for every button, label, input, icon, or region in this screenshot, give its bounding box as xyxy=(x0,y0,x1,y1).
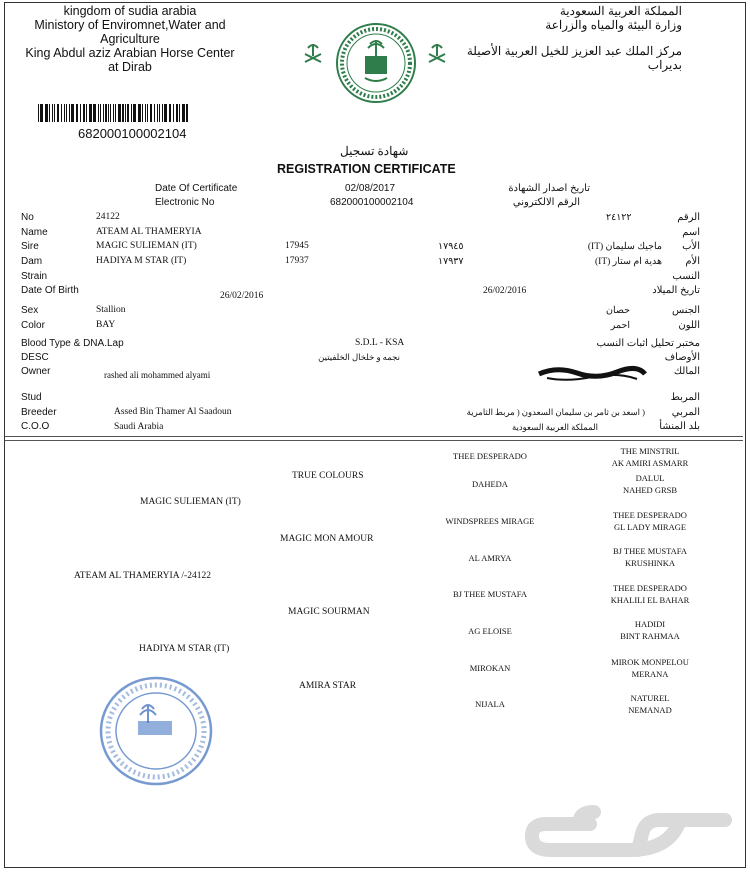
pedigree-gen4 xyxy=(585,656,715,680)
breeder-value: Assed Bin Thamer Al Saadoun xyxy=(114,407,232,417)
barcode-bar xyxy=(61,104,62,122)
pedigree-gen4-line: AK AMIRI ASMARR xyxy=(611,458,689,468)
section-divider xyxy=(5,440,743,441)
barcode-bar xyxy=(186,104,188,122)
pedigree-gen4-line: BJ THEE MUSTAFA xyxy=(612,546,688,556)
barcode-bar xyxy=(105,104,107,122)
pedigree-gen4 xyxy=(585,545,715,569)
barcode-bar xyxy=(122,104,124,122)
barcode-bar xyxy=(110,104,111,122)
owner-label-ar: المالك xyxy=(673,366,700,377)
pedigree-gen3: THEE DESPERADO xyxy=(453,451,527,461)
color-label-ar: اللون xyxy=(678,320,700,331)
pedigree-gen4 xyxy=(585,618,715,642)
barcode-bar xyxy=(133,104,136,122)
pedigree-gen4-line: DALUL xyxy=(635,473,665,483)
barcode-bar xyxy=(125,104,126,122)
pedigree-dam: HADIYA M STAR (IT) xyxy=(139,644,230,654)
breeder-label-ar: المربي xyxy=(671,407,700,418)
header-left-line: Ministory of Enviromnet,Water and xyxy=(34,18,226,32)
palm-swords-right-icon xyxy=(426,40,448,71)
coo-value: Saudi Arabia xyxy=(114,422,164,432)
date-of-certificate-label: Date Of Certificate xyxy=(155,183,238,194)
coo-value-ar: المملكة العربية السعودية xyxy=(511,422,598,432)
owner-value: rashed ali mohammed alyami xyxy=(104,370,211,380)
barcode-bar xyxy=(138,104,141,122)
pedigree-gen3: AG ELOISE xyxy=(468,626,512,636)
title-english: REGISTRATION CERTIFICATE xyxy=(277,162,456,176)
pedigree-gen4-line: KHALILI EL BAHAR xyxy=(610,595,690,605)
pedigree-gen2: MAGIC MON AMOUR xyxy=(280,534,374,544)
barcode-number: 682000100002104 xyxy=(78,126,187,141)
pedigree-gen2: AMIRA STAR xyxy=(299,681,357,691)
barcode-bar xyxy=(162,104,163,122)
pedigree-gen4-line: THEE DESPERADO xyxy=(613,583,687,593)
name-label-ar: اسم xyxy=(682,227,700,238)
desc-label: DESC xyxy=(21,352,49,363)
palm-swords-left-icon xyxy=(302,40,324,71)
barcode-bar xyxy=(173,104,174,122)
barcode-bar xyxy=(93,104,96,122)
sire-number: 17945 xyxy=(285,241,309,251)
header-left-line: King Abdul aziz Arabian Horse Center xyxy=(25,46,235,60)
header-left-line: kingdom of sudia arabia xyxy=(63,4,197,18)
barcode-bar xyxy=(159,104,160,122)
name-label: Name xyxy=(21,227,48,238)
stud-label-ar: المربط xyxy=(670,392,700,403)
dam-label: Dam xyxy=(21,256,43,267)
barcode-bar xyxy=(98,104,99,122)
pedigree-gen3: BJ THEE MUSTAFA xyxy=(452,589,528,599)
pedigree-gen3: DAHEDA xyxy=(472,479,508,489)
barcode-bar xyxy=(147,104,148,122)
header-right-line: بديراب xyxy=(647,58,682,72)
header-left xyxy=(10,4,250,74)
pedigree-gen4-line: HADIDI xyxy=(634,619,666,629)
pedigree-gen4 xyxy=(585,445,715,469)
barcode-bar xyxy=(89,104,92,122)
blood-label-ar: مختبر تحليل اثبات النسب xyxy=(596,338,700,349)
barcode-bar xyxy=(40,104,43,122)
barcode-bar xyxy=(80,104,81,122)
electronic-no-label: Electronic No xyxy=(155,197,215,208)
pedigree-gen3: NIJALA xyxy=(475,699,505,709)
barcode-bar xyxy=(64,104,65,122)
barcode-bar xyxy=(57,104,59,122)
section-divider xyxy=(5,436,743,437)
header-right-line: وزارة البيئة والمياه والزراعة xyxy=(545,18,682,32)
barcode-bar xyxy=(179,104,180,122)
pedigree-gen4-line: NATUREL xyxy=(630,693,670,703)
dam-number: 17937 xyxy=(285,256,309,266)
header-right-line: مركز الملك عبد العزيز للخيل العربية الأصيلة xyxy=(466,44,682,58)
pedigree-horse: ATEAM AL THAMERYIA /-24122 xyxy=(74,571,211,581)
date-of-certificate-label-ar: تاريخ اصدار الشهادة xyxy=(508,183,590,194)
barcode-bar xyxy=(66,104,67,122)
no-label-ar: الرقم xyxy=(677,212,700,223)
header-left-line: at Dirab xyxy=(108,60,152,74)
dob-value: 26/02/2016 xyxy=(220,291,264,301)
barcode-bar xyxy=(45,104,48,122)
pedigree-gen4 xyxy=(585,472,715,496)
breeder-value-ar: ( اسعد بن ثامر بن سليمان السعدون ( مربط الثامرية xyxy=(466,407,645,417)
ministry-emblem-logo xyxy=(335,22,417,109)
color-label: Color xyxy=(21,320,45,331)
sex-value-ar: حصان xyxy=(606,306,630,316)
no-value-ar: ٢٤١٢٢ xyxy=(606,213,632,223)
barcode-bar xyxy=(115,104,116,122)
watermark xyxy=(520,800,735,880)
strain-label: Strain xyxy=(21,271,48,282)
header-left-line: Agriculture xyxy=(100,32,160,46)
dam-label-ar: الأم xyxy=(685,256,700,267)
barcode-bar xyxy=(113,104,114,122)
barcode-bar xyxy=(157,104,158,122)
barcode-bar xyxy=(54,104,55,122)
sex-label-ar: الجنس xyxy=(671,305,700,316)
no-label: No xyxy=(21,212,34,223)
barcode xyxy=(38,104,188,127)
strain-label-ar: النسب xyxy=(672,271,700,282)
electronic-no-label-ar: الرقم الالكتروني xyxy=(512,197,580,208)
barcode-bar xyxy=(164,104,167,122)
barcode-bar xyxy=(118,104,121,122)
electronic-no-value: 682000100002104 xyxy=(330,197,414,208)
pedigree-gen3: WINDSPREES MIRAGE xyxy=(445,516,535,526)
redacted-owner-ar xyxy=(537,362,647,389)
pedigree-gen4 xyxy=(585,582,715,606)
dob-value-2: 26/02/2016 xyxy=(483,286,527,296)
barcode-bar xyxy=(49,104,50,122)
sire-value-ar: ماجيك سليمان (IT) xyxy=(587,242,662,252)
pedigree-gen2: MAGIC SOURMAN xyxy=(288,607,370,617)
title-arabic: شهادة تسجيل xyxy=(340,144,409,158)
dam-value-ar: هدية ام ستار (IT) xyxy=(595,257,662,267)
pedigree-gen4-line: THEE DESPERADO xyxy=(613,510,687,520)
sex-value: Stallion xyxy=(96,305,126,315)
barcode-bar xyxy=(71,104,74,122)
barcode-bar xyxy=(100,104,101,122)
dam-value: HADIYA M STAR (IT) xyxy=(96,256,187,266)
sire-label: Sire xyxy=(21,241,39,252)
barcode-bar xyxy=(127,104,129,122)
barcode-bar xyxy=(145,104,146,122)
barcode-bar xyxy=(86,104,87,122)
blood-label: Blood Type & DNA.Lap xyxy=(21,338,124,349)
pedigree-gen3: AL AMRYA xyxy=(468,553,512,563)
date-of-certificate-value: 02/08/2017 xyxy=(345,183,396,194)
pedigree-sire: MAGIC SULIEMAN (IT) xyxy=(140,497,241,507)
pedigree-gen4-line: KRUSHINKA xyxy=(624,558,676,568)
registry-stamp xyxy=(98,675,214,792)
pedigree-gen4-line: MERANA xyxy=(631,669,669,679)
pedigree-gen3: MIROKAN xyxy=(469,663,511,673)
stud-label: Stud xyxy=(21,392,42,403)
sire-value: MAGIC SULIEMAN (IT) xyxy=(96,241,197,251)
barcode-bar xyxy=(176,104,178,122)
barcode-bar xyxy=(142,104,143,122)
pedigree-gen2: TRUE COLOURS xyxy=(292,471,364,481)
no-value: 24122 xyxy=(96,212,120,222)
barcode-bar xyxy=(83,104,85,122)
barcode-bar xyxy=(169,104,171,122)
pedigree-gen4-line: BINT RAHMAA xyxy=(620,631,680,641)
barcode-bar xyxy=(131,104,132,122)
pedigree-gen4-line: MIROK MONPELOU xyxy=(611,657,689,667)
desc-label-ar: الأوصاف xyxy=(664,352,700,363)
sire-number-ar: ١٧٩٤٥ xyxy=(438,242,464,252)
pedigree-gen4 xyxy=(585,692,715,716)
pedigree-gen4-line: NEMANAD xyxy=(628,705,672,715)
header-right-line: المملكة العربية السعودية xyxy=(559,4,682,18)
sire-label-ar: الأب xyxy=(682,241,700,252)
barcode-bar xyxy=(150,104,152,122)
sex-label: Sex xyxy=(21,305,39,316)
pedigree-gen4 xyxy=(585,509,715,533)
pedigree-gen4-line: GL LADY MIRAGE xyxy=(613,522,687,532)
barcode-bar xyxy=(154,104,155,122)
dob-label: Date Of Birth xyxy=(21,285,79,296)
barcode-bar xyxy=(76,104,78,122)
name-value: ATEAM AL THAMERYIA xyxy=(96,227,202,237)
coo-label-ar: بلد المنشأ xyxy=(659,421,700,432)
breeder-label: Breeder xyxy=(21,407,57,418)
dob-label-ar: تاريخ الميلاد xyxy=(652,285,700,296)
barcode-bar xyxy=(103,104,104,122)
coo-label: C.O.O xyxy=(21,421,50,432)
barcode-bar xyxy=(69,104,70,122)
blood-value: S.D.L - KSA xyxy=(355,338,405,348)
color-value: BAY xyxy=(96,320,116,330)
desc-value-ar: نجمه و خلخال الخلفيتين xyxy=(318,352,400,362)
owner-label: Owner xyxy=(21,366,51,377)
barcode-bar xyxy=(52,104,53,122)
barcode-bar xyxy=(182,104,185,122)
pedigree-gen4-line: NAHED GRSB xyxy=(622,485,678,495)
pedigree-gen4-line: THE MINSTRIL xyxy=(620,446,680,456)
dam-number-ar: ١٧٩٣٧ xyxy=(438,257,464,267)
barcode-bar xyxy=(38,104,39,122)
color-value-ar: احمر xyxy=(610,321,630,331)
barcode-bar xyxy=(108,104,109,122)
header-right xyxy=(466,4,682,72)
